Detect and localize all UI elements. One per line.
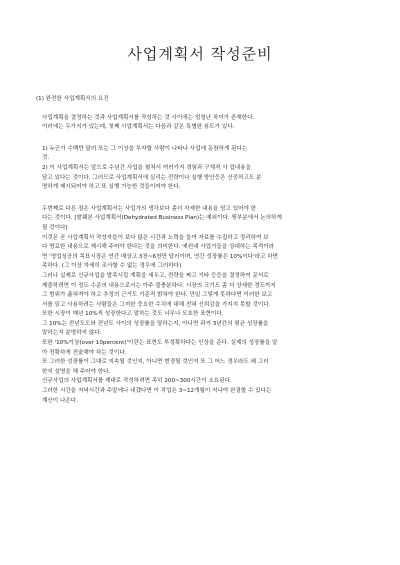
paragraph-line: 2) 이 사업계획서는 앞으로 수년간 사업을 펼쳐서 여러가지 경험과 구체적 사 업내용을 bbox=[42, 164, 252, 171]
paragraph bbox=[36, 310, 364, 320]
paragraph-line: 제출하려면 이 정도 수준의 내용으로서는 아주 불충분하다. 시장의 크기도 좀 더 상세한 정도까지 bbox=[42, 282, 276, 289]
paragraph-line: 이것은 곧 사업계획서 작성자들이 보다 많은 시간과 노력을 들여 자료를 수집하고 정리하여 보 bbox=[42, 234, 269, 241]
section-heading: (1) 완전한 사업계획서의 요건 bbox=[36, 96, 109, 102]
paragraph-line: 또 그러한 성장률이 그대로 지속될 것인지, 아니면 변경될 것인지 또 그 어느 경우라도 왜 그러 bbox=[42, 359, 269, 366]
paragraph-line: 다는 것이다. [발췌본 사업계획서(Dehydrated Business Plan)는 예외이다. 뒷부분에서 논의하게 bbox=[42, 215, 282, 222]
paragraph-line: 명하게 제시되어야 하고 또 실행 가능한 것들이어야 한다. bbox=[42, 184, 181, 191]
paragraph bbox=[36, 234, 364, 272]
paragraph bbox=[36, 272, 364, 310]
paragraph-line: 아 전확하게 전술해야 하는 것이다. bbox=[42, 349, 127, 356]
paragraph-line: 말하는지 분명하지 않다. bbox=[42, 330, 102, 337]
paragraph-line: 1) 누군가 수백만 달러 또는 그 이상을 투자할 사람이 나타나 사업에 동참하게 된다는 bbox=[42, 145, 248, 152]
paragraph-line: 것. bbox=[42, 155, 50, 162]
paragraph-line: 그러한 시간을 저녁시간과 주말에나 내겠다면 이 작업은 3~12개월이 지나야 완결할 수 있다는 bbox=[42, 388, 272, 395]
paragraph-line: 면 '영업성공의 목표시장은 연간 매상고 3천~6천만 달러이며, 연간 성장률은 10%이다'라고 하면 bbox=[42, 253, 278, 260]
paragraph-line: 그러나 실제로 신규사업을 발족시킬 계획을 세우고, 전략을 짜고 기타 등등을 결정하여 문서로 bbox=[42, 272, 269, 279]
paragraph-line: 또한 '10%이상(over 10percent)'이란는 표현도 부정확하다는 인상을 준다. 실제의 성장률을 알 bbox=[42, 340, 278, 347]
paragraph-line: 그 10%는 전년도도와 전년도 사이의 성장률을 말하는지, 아니면 과거 3년간의 평균 성장률을 bbox=[42, 320, 269, 327]
paragraph bbox=[36, 164, 364, 193]
paragraph-line: 또한 시장이 매년 10%씩 성장한다고 말하는 것도 너무나 모호한 표현이다. bbox=[42, 311, 224, 318]
paragraph bbox=[36, 387, 364, 406]
paragraph bbox=[36, 205, 364, 234]
paragraph-line: 이러에는 두가지가 있는데, 첫째 사업계획서는 다음과 같은 특별한 용도가 있다. bbox=[42, 124, 235, 131]
paragraph-line: 족하다. (그 이상 자세히 조사할 수 없는 경우에 그러하다) bbox=[42, 263, 182, 270]
paragraph-line: 사업계획을 결정하는 것과 사업계획서를 작성하는 것 사이에는 엄청난 차이가 존재한다. bbox=[42, 114, 255, 121]
paragraph-line: 그 범위가 좁혀져야 하고 추정의 근거도 기준적 밝혀야 한다. 만일 그렇게 못하다면 이러한 보고 bbox=[42, 292, 273, 299]
paragraph-line: 한지 설명을 해 주어야 한다. bbox=[42, 368, 111, 375]
paragraph bbox=[36, 114, 364, 133]
paragraph-line: 서를 읽고 사용하려는 사람들은 그저한 중요한 수치에 대해 전혀 신뢰감을 가지지 못할 것이다. bbox=[42, 301, 271, 308]
paragraph-line: 될 것이다] bbox=[42, 224, 68, 231]
paragraph bbox=[36, 358, 364, 377]
paragraph-line: 신규사업의 사업계획서를 제대로 작성하려면 족히 200~300시간이 소요된다. bbox=[42, 378, 232, 385]
paragraph-line: 두번째로 다른 점은 사업계획서는 사업가의 생각보다 좀더 자세한 내용을 담고 있어야 한 bbox=[42, 205, 257, 212]
paragraph-line: 담고 있다는 것이다. 그러므로 사업계획서에 실리는 전략이나 실행 방안등은 신중하고도 분 bbox=[42, 174, 262, 181]
paragraph bbox=[36, 145, 364, 164]
paragraph-line: 다 명료한 내용으로 제시해 주어야 한다는 것을 의미한다. 예컨대 사업가들을 상대하는 목적이라 bbox=[42, 244, 275, 251]
paragraph-line: 계산이 나온다. bbox=[42, 397, 78, 404]
paragraph bbox=[36, 320, 364, 339]
page-title: 사업계획서 작성준비 bbox=[127, 45, 273, 63]
paragraph bbox=[36, 339, 364, 358]
paragraph bbox=[36, 377, 364, 387]
